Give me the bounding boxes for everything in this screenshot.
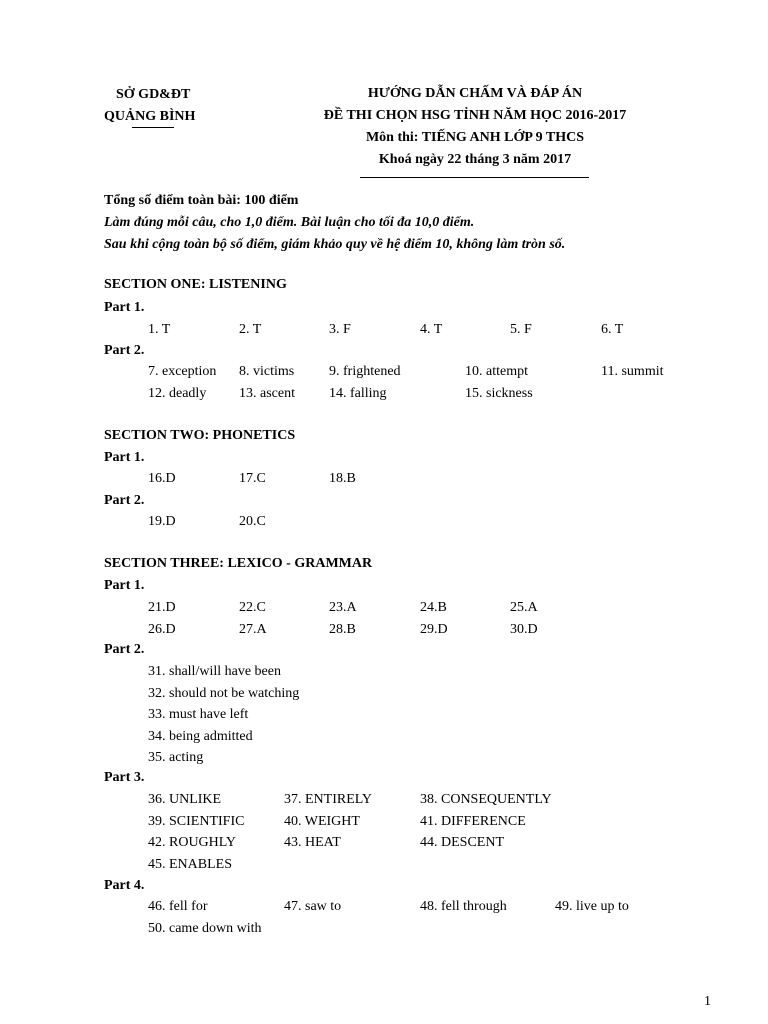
- answer-item: 31. shall/will have been: [148, 664, 281, 679]
- doc-title: HƯỚNG DẪN CHẤM VÀ ĐÁP ÁN: [367, 86, 583, 101]
- answer-item: 25.A: [510, 600, 538, 615]
- answer-item: 9. frightened: [329, 364, 401, 379]
- answer-item: 5. F: [510, 322, 532, 337]
- answer-item: 27.A: [239, 622, 267, 637]
- total-score-note: Tổng số điểm toàn bài: 100 điểm: [104, 193, 299, 208]
- answer-item: 7. exception: [148, 364, 217, 379]
- answer-item: 43. HEAT: [284, 835, 341, 850]
- s1-part1-label: Part 1.: [104, 300, 145, 315]
- answer-item: 19.D: [148, 514, 176, 529]
- title-underline: [360, 177, 589, 178]
- s3-part1-label: Part 1.: [104, 578, 145, 593]
- answer-item: 23.A: [329, 600, 357, 615]
- answer-item: 26.D: [148, 622, 176, 637]
- s3-part4-label: Part 4.: [104, 878, 145, 893]
- answer-item: 21.D: [148, 600, 176, 615]
- answer-item: 36. UNLIKE: [148, 792, 222, 807]
- answer-item: 39. SCIENTIFIC: [148, 813, 245, 829]
- section-three-title: SECTION THREE: LEXICO - GRAMMAR: [104, 556, 373, 571]
- answer-item: 35. acting: [148, 750, 204, 765]
- page-number: 1: [704, 994, 711, 1009]
- answer-item: 48. fell through: [420, 899, 507, 914]
- answer-item: 15. sickness: [465, 386, 533, 401]
- answer-item: 24.B: [420, 600, 447, 615]
- s1-part2-label: Part 2.: [104, 343, 145, 358]
- section-one-title: SECTION ONE: LISTENING: [104, 277, 287, 292]
- answer-item: 6. T: [601, 322, 624, 337]
- answer-item: 42. ROUGHLY: [148, 835, 237, 850]
- answer-item: 3. F: [329, 322, 351, 337]
- answer-item: 49. live up to: [555, 899, 629, 914]
- answer-item: 16.D: [148, 471, 176, 486]
- answer-item: 32. should not be watching: [148, 685, 300, 701]
- answer-item: 17.C: [239, 471, 266, 486]
- subject-line: Môn thi: TIẾNG ANH LỚP 9 THCS: [365, 130, 585, 145]
- answer-item: 1. T: [148, 322, 171, 337]
- answer-item: 46. fell for: [148, 899, 208, 914]
- answer-item: 11. summit: [601, 364, 664, 379]
- answer-item: 22.C: [239, 600, 266, 615]
- answer-item: 38. CONSEQUENTLY: [420, 792, 552, 807]
- s2-part1-label: Part 1.: [104, 450, 145, 465]
- answer-item: 2. T: [239, 322, 262, 337]
- answer-item: 4. T: [420, 322, 443, 337]
- answer-item: 20.C: [239, 514, 266, 529]
- answer-item: 13. ascent: [239, 386, 295, 401]
- answer-item: 37. ENTIRELY: [284, 792, 373, 807]
- s3-part3-label: Part 3.: [104, 770, 145, 785]
- answer-item: 47. saw to: [284, 899, 342, 914]
- answer-item: 28.B: [329, 622, 356, 637]
- answer-item: 44. DESCENT: [420, 835, 504, 850]
- answer-item: 50. came down with: [148, 920, 262, 936]
- answer-item: 8. victims: [239, 364, 295, 379]
- answer-item: 12. deadly: [148, 386, 207, 401]
- answer-item: 34. being admitted: [148, 728, 253, 744]
- answer-item: 10. attempt: [465, 364, 528, 379]
- org-underline: [132, 127, 174, 128]
- answer-item: 40. WEIGHT: [284, 813, 360, 829]
- s3-part2-label: Part 2.: [104, 642, 145, 657]
- section-two-title: SECTION TWO: PHONETICS: [104, 428, 296, 443]
- grading-rule-1: Làm đúng mỗi câu, cho 1,0 điểm. Bài luận cho tối đa 10,0 điểm.: [104, 215, 475, 230]
- answer-item: 18.B: [329, 471, 356, 486]
- answer-item: 45. ENABLES: [148, 856, 232, 872]
- answer-item: 29.D: [420, 622, 448, 637]
- answer-item: 14. falling: [329, 386, 387, 401]
- answer-item: 30.D: [510, 622, 538, 637]
- exam-date: Khoá ngày 22 tháng 3 năm 2017: [378, 152, 572, 167]
- answer-item: 33. must have left: [148, 707, 249, 722]
- s2-part2-label: Part 2.: [104, 493, 145, 508]
- answer-item: 41. DIFFERENCE: [420, 813, 526, 829]
- org-name: SỞ GD&ĐT: [116, 87, 191, 102]
- org-province: QUẢNG BÌNH: [104, 109, 196, 124]
- grading-rule-2: Sau khi cộng toàn bộ số điểm, giám khảo quy về hệ điểm 10, không làm tròn số.: [104, 237, 566, 252]
- exam-title: ĐỀ THI CHỌN HSG TỈNH NĂM HỌC 2016-2017: [323, 108, 627, 123]
